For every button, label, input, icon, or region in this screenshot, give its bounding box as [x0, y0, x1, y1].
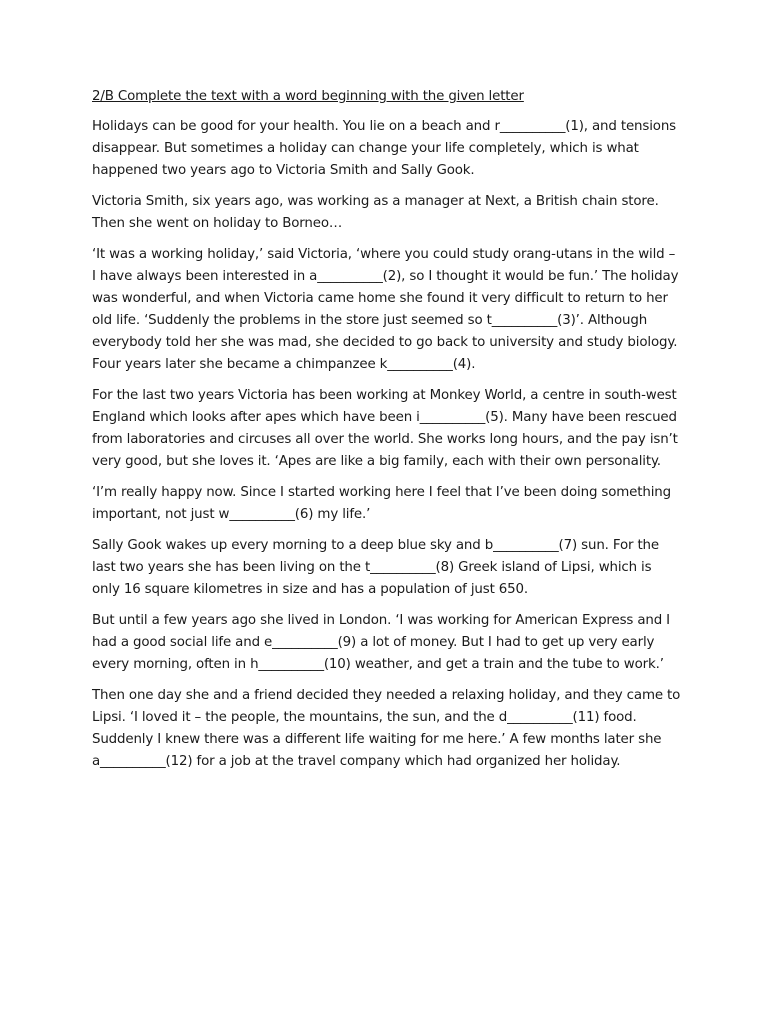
paragraph-4: For the last two years Victoria has been working at Monkey World, a centre in south-west England which looks after apes which have been i__________(5). Many have been rescued from laboratories and circuses all over the world. She works long hours, and the pay isn’t very good, but she loves it. ‘Apes are like a big family, each with their own personality. [92, 388, 678, 469]
paragraph-8: Then one day she and a friend decided they needed a relaxing holiday, and they came to Lipsi. ‘I loved it – the people, the mountains, the sun, and the d__________(11) food. Suddenly I knew there was a different life waiting for me here.’ A few months later she a__________(12) for a job at the travel company which had organized her holiday. [92, 688, 681, 769]
exercise-heading: 2/B Complete the text with a word beginning with the given letter [92, 89, 524, 104]
paragraph-5: ‘I’m really happy now. Since I started working here I feel that I’ve been doing something important, not just w__________(6) my life.’ [92, 485, 671, 522]
paragraph-1: Holidays can be good for your health. You lie on a beach and r__________(1), and tensions disappear. But sometimes a holiday can change your life completely, which is what happened two years ago to Victoria Smith and Sally Gook. [92, 119, 676, 178]
document-content [92, 86, 682, 782]
paragraph-6: Sally Gook wakes up every morning to a deep blue sky and b__________(7) sun. For the last two years she has been living on the t__________(8) Greek island of Lipsi, which is only 16 square kilometres in size and has a population of just 650. [92, 538, 659, 597]
paragraph-3: ‘It was a working holiday,’ said Victoria, ‘where you could study orang-utans in the wild – I have always been interested in a__________(2), so I thought it would be fun.’ The holiday was wonderful, and when Victoria came home she found it very difficult to return to her old life. ‘Suddenly the problems in the store just seemed so t__________(3)’. Although everybody told her she was mad, she decided to go back to university and study biology. Four years later she became a chimpanzee k__________(4). [92, 247, 679, 372]
paragraph-2: Victoria Smith, six years ago, was working as a manager at Next, a British chain store. Then she went on holiday to Borneo… [92, 194, 659, 231]
paragraph-7: But until a few years ago she lived in London. ‘I was working for American Express and I had a good social life and e__________(9) a lot of money. But I had to get up very early every morning, often in h__________(10) weather, and get a train and the tube to work.’ [92, 613, 670, 672]
